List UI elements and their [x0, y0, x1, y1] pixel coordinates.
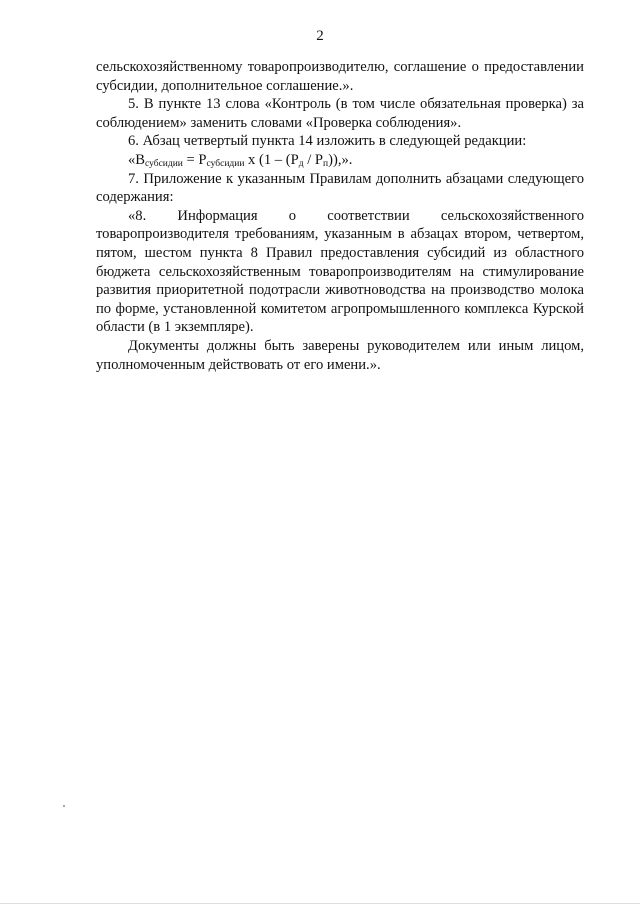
- paragraph-item-7: 7. Приложение к указанным Правилам дополнить абзацами следующего содержания:: [96, 170, 584, 206]
- document-body: [96, 58, 584, 374]
- scan-edge-line: [0, 903, 640, 904]
- paragraph-1: сельскохозяйственному товаропроизводителю, соглашение о предоставлении субсидии, дополнительное соглашение.».: [96, 59, 584, 94]
- paragraph-item-5: 5. В пункте 13 слова «Контроль (в том числе обязательная проверка) за соблюдением» заменить словами «Проверка соблюдения».: [96, 96, 584, 131]
- paragraph-closing: Документы должны быть заверены руководителем или иным лицом, уполномоченным действовать от его имени.».: [96, 337, 584, 373]
- scan-speck: [63, 805, 65, 807]
- page-number: 2: [316, 28, 324, 44]
- paragraph-item-8: «8. Информация о соответствии сельскохозяйственного товаропроизводителя требованиям, указанным в абзацах втором, четвертом, пятом, шестом пункта 8 Правил предоставления субсидий из областного бюджета сельскохозяйственным товаропроизводителям на стимулирование развития приоритетной подотрасли животноводства на производство молока по форме, установленной комитетом агропромышленного комплекса Курской области (в 1 экземпляре).: [96, 207, 584, 336]
- paragraph-item-6: 6. Абзац четвертый пункта 14 изложить в следующей редакции:: [128, 133, 527, 150]
- subsidy-formula: «$В_{субсидии} = Р_{субсидии}$ х $(1 - (Р_д / Р_п))$,».: [128, 151, 353, 169]
